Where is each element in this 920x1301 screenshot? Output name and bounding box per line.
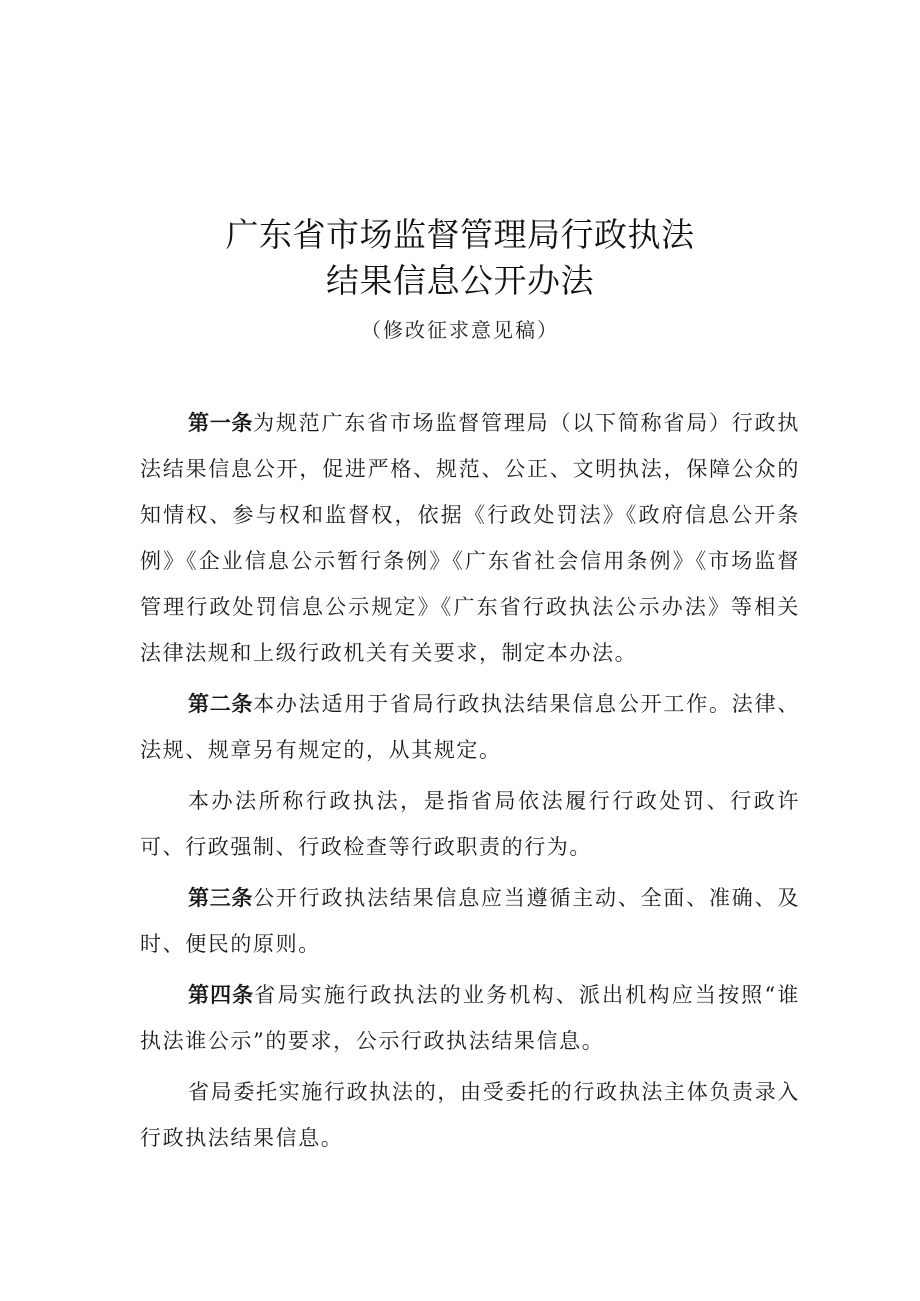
article-3-text: 公开行政执法结果信息应当遵循主动、全面、准确、及时、便民的原则。 [140,886,800,956]
article-4 [140,972,800,1064]
article-3-label: 第三条 [188,886,254,910]
article-2-paragraph-2 [140,778,800,870]
document-body [140,400,800,1166]
document-subtitle: （修改征求意见稿） [361,318,559,342]
document-title-line-2: 结果信息公开办法 [326,261,594,300]
article-2-paragraph-2-text: 本办法所称行政执法，是指省局依法履行行政处罚、行政许可、行政强制、行政检查等行政职责的行为。 [140,789,800,859]
article-2-label: 第二条 [188,692,254,716]
article-4-paragraph-2-text: 省局委托实施行政执法的，由受委托的行政执法主体负责录入行政执法结果信息。 [140,1080,800,1150]
article-3 [140,875,800,967]
document-header [0,212,920,344]
article-2 [140,681,800,773]
article-1 [140,400,800,676]
article-2-text: 本办法适用于省局行政执法结果信息公开工作。法律、法规、规章另有规定的，从其规定。 [140,692,800,762]
article-4-text: 省局实施行政执法的业务机构、派出机构应当按照“谁执法谁公示”的要求，公示行政执法结果信息。 [140,983,801,1053]
document-title-line-1: 广东省市场监督管理局行政执法 [225,215,695,254]
article-4-paragraph-2 [140,1069,800,1161]
article-1-label: 第一条 [188,411,254,435]
article-4-label: 第四条 [188,983,255,1007]
article-1-text: 为规范广东省市场监督管理局（以下简称省局）行政执法结果信息公开，促进严格、规范、公正、文明执法，保障公众的知情权、参与权和监督权，依据《行政处罚法》《政府信息公开条例》《企业信息公示暂行条例》《广东省社会信用条例》《市场监督管理行政处罚信息公示规定》《广东省行政执法公示办法》等相关法律法规和上级行政机关有关要求，制定本办法。 [140,411,800,665]
